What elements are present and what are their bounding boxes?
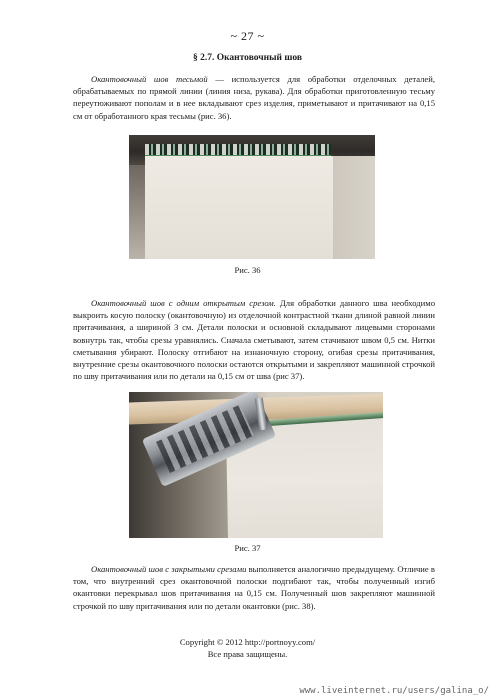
fabric-shadow — [333, 156, 375, 259]
footer-copyright: Copyright © 2012 http://portnoyy.com/ — [179, 637, 316, 647]
paragraph-1-text: — используется для обработки отделочных деталей, обрабатываемых по прямой линии (линия низа, рукава). Для обработки приготовленную тесьму переутюживают пополам и в нее вкладывают срез изделия, приметывают и притачивают на 0,15 см от обработанного края тесьмы (рис. 36). — [73, 74, 435, 121]
bound-edge-trim — [145, 144, 331, 156]
caption-figure-37: Рис. 37 — [234, 543, 261, 553]
background-shadow — [129, 165, 145, 259]
photo-figure-36 — [129, 135, 375, 259]
fabric-sample — [145, 156, 333, 259]
paragraph-3 — [73, 563, 435, 612]
paragraph-2-text: Для обработки данного шва необходимо выкроить косую полоску (окантовочную) из отделочной контрастной ткани длиной равной линии притачивания, а шириной 3 см. Детали полоски и основной складывают лицевыми сторонами вовнутрь так, чтобы срезы уравнялись. Сначала сметывают, затем стачивают швом 0,5 см. Нитки сметывания убирают. Полоску отгибают на изнаночную сторону, огибая срезы притачивания, внутренние срезы окантовочного полоски остаются открытыми и закрепляют машинной строчкой по шву притачивания или по детали на 0,15 см от шва (рис 37). — [73, 298, 435, 382]
section-title: § 2.7. Окантовочный шов — [192, 53, 303, 63]
term-1: Окантовочный шов тесьмой — [91, 74, 208, 84]
paragraph-3-text: выполняется аналогично предыдущему. Отличие в том, что внутренний срез окантовочной полоски подгибают так, чтобы полученный изгиб окантовки перекрывал шов притачивания на 0,15 см. Полученный шов закрепляют машинной строчкой по шву притачивания или по детали окантовки (рис. 38). — [73, 564, 435, 611]
footer-rights: Все права защищены. — [207, 649, 288, 659]
caption-figure-36: Рис. 36 — [234, 265, 261, 275]
paragraph-2 — [73, 297, 435, 382]
page-number: ~ 27 ~ — [230, 29, 265, 43]
term-3: Окантовочный шов с закрытыми срезами — [91, 564, 247, 574]
paragraph-1 — [73, 73, 435, 122]
watermark-url: www.liveinternet.ru/users/galina_o/ — [299, 686, 489, 696]
photo-figure-37 — [129, 392, 383, 538]
term-2: Окантовочный шов с одним открытым срезом. — [91, 298, 276, 308]
